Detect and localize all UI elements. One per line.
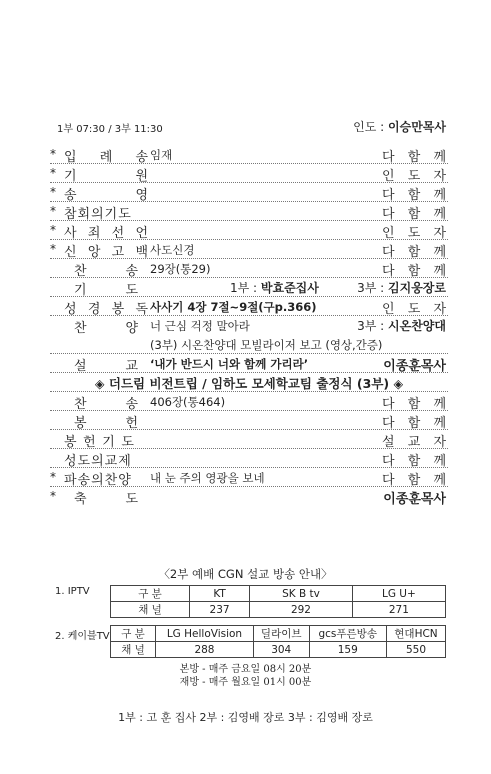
iptv-table xyxy=(110,585,446,618)
choir-song: 너 근심 걱정 말아라 xyxy=(150,319,250,333)
footer-officers: 1부 : 고 훈 집사 2부 : 김영배 장로 3부 : 김영배 장로 xyxy=(118,711,373,724)
row-title: 찬 송 xyxy=(74,264,138,279)
row-hymn-2 xyxy=(50,392,448,411)
row-benediction: * 축 도 이종훈목사 xyxy=(50,489,446,507)
row-who: 다 함 께 xyxy=(382,150,446,165)
sermon-title: ‘내가 반드시 너와 함께 가리라’ xyxy=(150,357,309,371)
table-header-row: 구 분 KT SK B tv LG U+ xyxy=(111,586,446,602)
service-leader: 인도 : 이승만목사 xyxy=(353,120,446,134)
row-title: 봉 헌 xyxy=(74,416,138,431)
table-row: 채 널 237 292 271 xyxy=(111,602,446,618)
row-creed: * 신 앙 고 백 사도신경 다 함 께 xyxy=(50,242,446,260)
row-prayer xyxy=(50,278,448,297)
row-who: 다 함 께 xyxy=(382,207,446,222)
iptv-label: 1. IPTV xyxy=(55,586,90,597)
benediction-pastor: 이종훈목사 xyxy=(383,492,446,507)
row-choir xyxy=(50,316,448,335)
row-title: 송 영 xyxy=(64,188,148,203)
row-title: 파송의찬양 xyxy=(64,473,132,488)
row-fellowship xyxy=(50,449,448,468)
choir-name: 3부 : 시온찬양대 xyxy=(357,319,446,333)
row-choir-note xyxy=(50,335,448,354)
event-banner: ◈ 더드림 비전트립 / 임하도 모세학교팀 출정식 (3부) ◈ xyxy=(94,376,404,391)
row-title: 성 경 봉 독 xyxy=(64,302,148,317)
row-absolution: * 사 죄 선 언 인 도 자 xyxy=(50,223,446,241)
scripture-reference: 사사기 4장 7절~9절(구p.366) xyxy=(150,300,317,314)
broadcast-schedule: 본방 - 매주 금요일 08시 20분 재방 - 매주 월요일 01시 00분 xyxy=(179,664,312,688)
row-title: 찬 양 xyxy=(74,321,138,336)
cable-label: 2. 케이블TV xyxy=(55,631,110,642)
row-offering-prayer xyxy=(50,430,448,449)
row-title: 신 앙 고 백 xyxy=(64,245,148,260)
prayer-first-service: 1부 : 박효준집사 xyxy=(230,281,319,295)
row-who: 다 함 께 xyxy=(382,264,446,279)
row-title: 봉 헌 기 도 xyxy=(64,435,134,450)
row-opening-hymn: * 입 례 송 임재 다 함 께 xyxy=(50,147,446,165)
table-row: 채 널 288 304 159 550 xyxy=(111,642,446,658)
row-who: 인 도 자 xyxy=(382,169,446,184)
row-content: 임재 xyxy=(150,148,173,162)
row-title: 사 죄 선 언 xyxy=(64,226,148,241)
row-title: 찬 송 xyxy=(74,397,138,412)
row-banner xyxy=(50,373,448,392)
row-invocation: * 기 원 인 도 자 xyxy=(50,166,446,184)
row-content: 내 눈 주의 영광을 보네 xyxy=(150,471,265,485)
row-sermon xyxy=(50,354,448,373)
row-confession: * 참회의기도 다 함 께 xyxy=(50,204,446,222)
row-title: 기 원 xyxy=(64,169,148,184)
service-times: 1부 07:30 / 3부 11:30 xyxy=(57,124,163,135)
row-title: 입 례 송 xyxy=(64,150,148,165)
row-who: 인 도 자 xyxy=(382,302,446,317)
row-who: 다 함 께 xyxy=(382,454,446,469)
row-who: 다 함 께 xyxy=(382,416,446,431)
row-who: 다 함 께 xyxy=(382,245,446,260)
cable-table xyxy=(110,625,446,658)
row-doxology: * 송 영 다 함 께 xyxy=(50,185,446,203)
row-content: 사도신경 xyxy=(150,243,195,257)
service-header xyxy=(57,118,446,134)
broadcast-title: 〈2부 예배 CGN 설교 방송 안내〉 xyxy=(158,567,333,581)
row-sending-song: * 파송의찬양 내 눈 주의 영광을 보네 다 함 께 xyxy=(50,470,446,488)
choir-note: (3부) 시온찬양대 모빌라이저 보고 (영상,간증) xyxy=(150,338,383,352)
row-who: 다 함 께 xyxy=(382,188,446,203)
row-who: 설 교 자 xyxy=(382,435,446,450)
table-header-row: 구 분 LG HelloVision 딜라이브 gcs푸른방송 현대HCN xyxy=(111,626,446,642)
row-who: 다 함 께 xyxy=(382,473,446,488)
sermon-preacher: 이종훈목사 xyxy=(383,359,446,374)
row-title: 축 도 xyxy=(74,492,138,507)
row-title: 성도의교제 xyxy=(64,454,132,469)
row-title: 기 도 xyxy=(74,283,138,298)
order-of-worship xyxy=(50,145,448,506)
row-who: 인 도 자 xyxy=(382,226,446,241)
row-offering xyxy=(50,411,448,430)
row-content: 29장(통29) xyxy=(150,262,211,276)
row-title: 참회의기도 xyxy=(64,207,132,222)
prayer-third-service: 3부 : 김지웅장로 xyxy=(357,281,446,295)
row-scripture xyxy=(50,297,448,316)
row-hymn-1 xyxy=(50,259,448,278)
row-content: 406장(통464) xyxy=(150,395,226,409)
row-title: 설 교 xyxy=(74,359,138,374)
row-who: 다 함 께 xyxy=(382,397,446,412)
